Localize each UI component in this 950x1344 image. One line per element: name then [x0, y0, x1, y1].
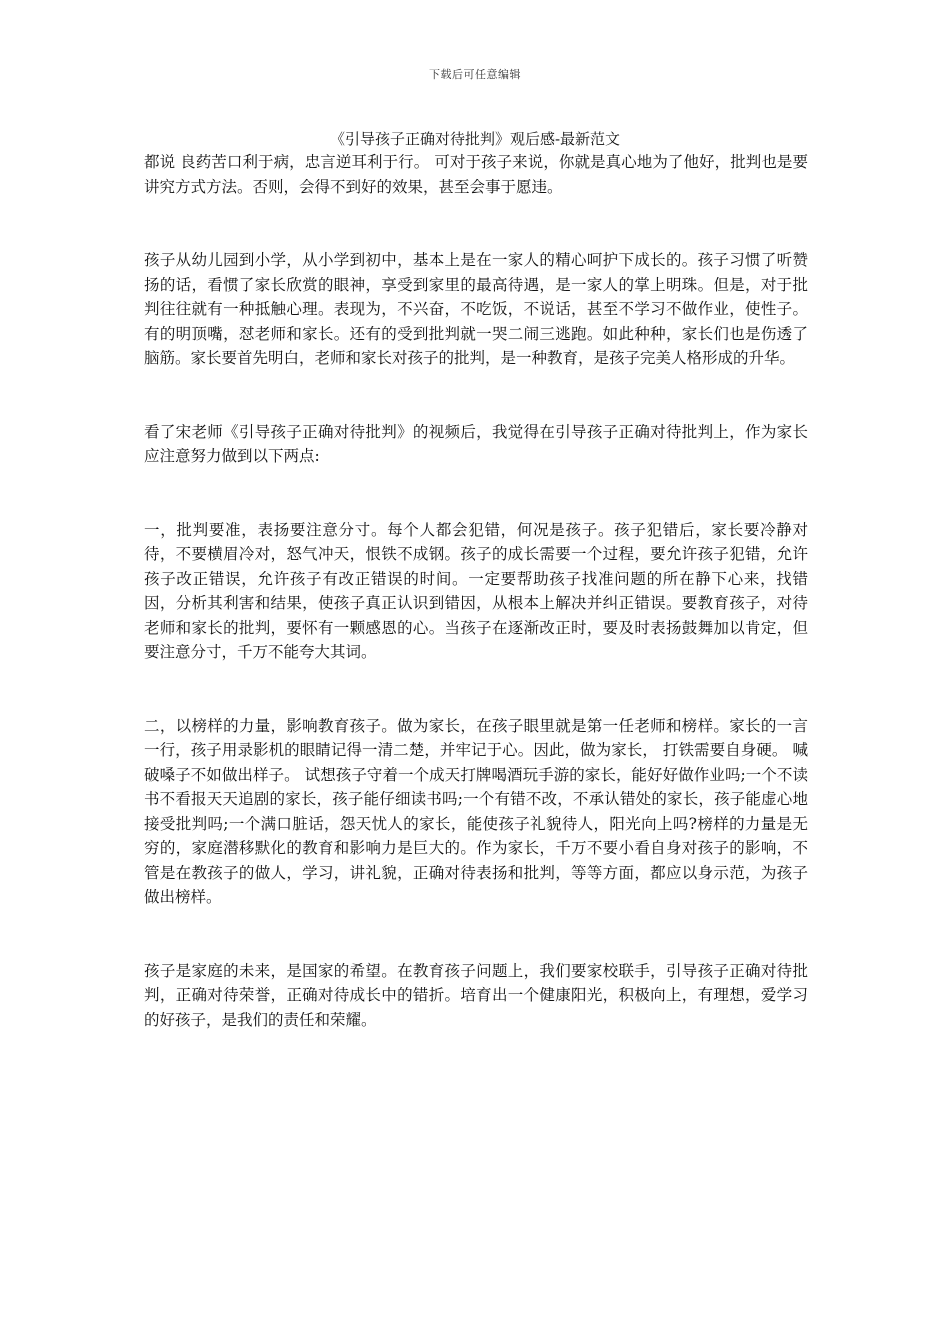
- paragraph-gap: [144, 199, 808, 248]
- paragraph-gap: [144, 910, 808, 959]
- document-body: [144, 150, 808, 1032]
- paragraph-gap: [144, 665, 808, 714]
- paragraph-gap: [144, 469, 808, 518]
- paragraph-5: 二，以榜样的力量，影响教育孩子。做为家长，在孩子眼里就是第一任老师和榜样。家长的一言一行，孩子用录影机的眼睛记得一清二楚，并牢记于心。因此，做为家长， 打铁需要自身硬。 喊破嗓子不如做出样子。 试想孩子守着一个成天打牌喝酒玩手游的家长，能好好做作业吗;一个不读书不看报天天追剧的家长，孩子能仔细读书吗;一个有错不改，不承认错处的家长，孩子能虚心地接受批判吗;一个满口脏话，怨天忧人的家长，能使孩子礼貌待人，阳光向上吗?榜样的力量是无穷的，家庭潜移默化的教育和影响力是巨大的。作为家长，千万不要小看自身对孩子的影响，不管是在教孩子的做人，学习，讲礼貌，正确对待表扬和批判，等等方面，都应以身示范，为孩子做出榜样。: [144, 716, 808, 906]
- paragraph-gap: [144, 371, 808, 420]
- paragraph-4: 一，批判要准，表扬要注意分寸。每个人都会犯错，何况是孩子。孩子犯错后，家长要冷静对待，不要横眉冷对，怒气冲天，恨铁不成钢。孩子的成长需要一个过程，要允许孩子犯错，允许孩子改正错误，允许孩子有改正错误的时间。一定要帮助孩子找准问题的所在静下心来，找错因，分析其利害和结果，使孩子真正认识到错因，从根本上解决并纠正错误。要教育孩子，对待老师和家长的批判，要怀有一颗感恩的心。当孩子在逐渐改正时，要及时表扬鼓舞加以肯定，但要注意分寸，千万不能夸大其词。: [144, 520, 808, 661]
- header-note: 下载后可任意编辑: [429, 68, 521, 81]
- paragraph-1: 都说 良药苦口利于病，忠言逆耳利于行。 可对于孩子来说，你就是真心地为了他好，批判也是要讲究方式方法。否则，会得不到好的效果，甚至会事于愿违。: [144, 153, 808, 196]
- paragraph-6: 孩子是家庭的未来，是国家的希望。在教育孩子问题上，我们要家校联手，引导孩子正确对待批判，正确对待荣誉，正确对待成长中的错折。培育出一个健康阳光，积极向上，有理想，爱学习的好孩子，是我们的责任和荣耀。: [144, 961, 808, 1029]
- document-title: 《引导孩子正确对待批判》观后感-最新范文: [329, 130, 621, 148]
- paragraph-2: 孩子从幼儿园到小学，从小学到初中，基本上是在一家人的精心呵护下成长的。孩子习惯了听赞扬的话，看惯了家长欣赏的眼神，享受到家里的最高待遇，是一家人的掌上明珠。但是，对于批判往往就有一种抵触心理。表现为，不兴奋，不吃饭，不说话，甚至不学习不做作业，使性子。有的明顶嘴，怼老师和家长。还有的受到批判就一哭二闹三逃跑。如此种种，家长们也是伤透了脑筋。家长要首先明白，老师和家长对孩子的批判，是一种教育，是孩子完美人格形成的升华。: [144, 251, 808, 367]
- paragraph-3: 看了宋老师《引导孩子正确对待批判》的视频后，我觉得在引导孩子正确对待批判上，作为家长应注意努力做到以下两点:: [144, 422, 808, 465]
